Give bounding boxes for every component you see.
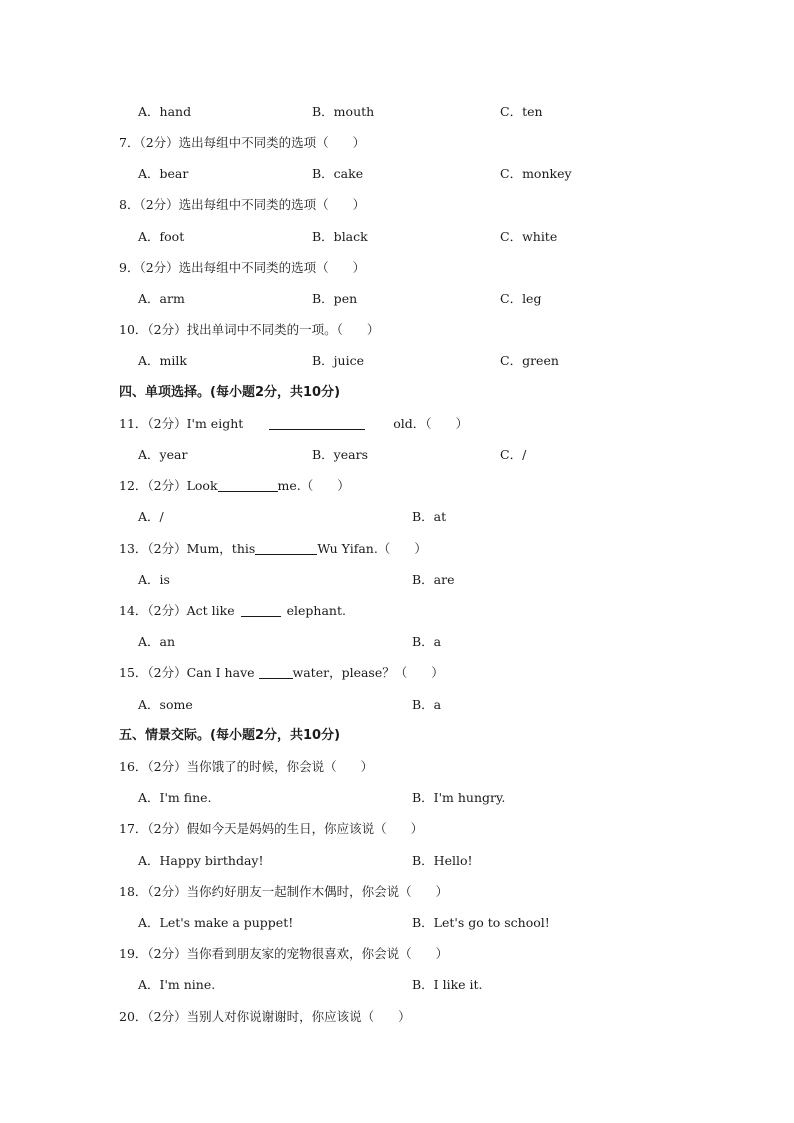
- q14-option-b[interactable]: B．a: [412, 634, 442, 649]
- q12-stem: [0, 476, 794, 496]
- q7-options: [0, 164, 794, 184]
- section-5-heading-row: [0, 726, 794, 746]
- q8-close: ）: [352, 197, 366, 212]
- q13-stem: [0, 539, 794, 559]
- q17-options: [0, 851, 794, 871]
- q9-option-a[interactable]: A．arm: [138, 291, 185, 306]
- q11-text: 11．（2分）I'm eight: [119, 416, 244, 431]
- q20-close: ）: [398, 1009, 411, 1024]
- q19-options: [0, 975, 794, 995]
- q14-option-a[interactable]: A．an: [138, 634, 176, 649]
- q10-option-b[interactable]: B．juice: [312, 353, 365, 368]
- q15-option-b[interactable]: B．a: [412, 697, 442, 712]
- q19-close: ）: [435, 946, 449, 961]
- q8-stem: [0, 195, 794, 215]
- q18-options: [0, 913, 794, 933]
- q9-options: [0, 289, 794, 309]
- q18-option-b[interactable]: B．Let's go to school!: [412, 915, 550, 930]
- q8-option-b[interactable]: B．black: [312, 229, 368, 244]
- q19-option-b[interactable]: B．I like it.: [412, 977, 483, 992]
- q13-option-b[interactable]: B．are: [412, 572, 455, 587]
- q11-option-b[interactable]: B．years: [312, 447, 368, 462]
- q15-text: 15．（2分）Can I have: [119, 665, 255, 680]
- q9-text: 9．（2分）选出每组中不同类的选项（: [119, 260, 329, 275]
- q10-stem: [0, 320, 794, 340]
- q11-option-a[interactable]: A．year: [138, 447, 188, 462]
- q7-option-c[interactable]: C．monkey: [500, 166, 572, 181]
- q13-after: Wu Yifan.（: [317, 541, 391, 556]
- q16-text: 16．（2分）当你饿了的时候，你会说（: [119, 759, 337, 774]
- q12-option-a[interactable]: A．/: [138, 509, 164, 524]
- q17-stem: [0, 819, 794, 839]
- q18-text: 18．（2分）当你约好朋友一起制作木偶时，你会说（: [119, 884, 412, 899]
- q17-close: ）: [410, 821, 424, 836]
- q16-close: ）: [360, 759, 374, 774]
- q14-options: [0, 632, 794, 652]
- q14-stem: [0, 601, 794, 621]
- q10-option-c[interactable]: C．green: [500, 353, 559, 368]
- q17-option-b[interactable]: B．Hello!: [412, 853, 473, 868]
- q16-option-a[interactable]: A．I'm fine.: [138, 790, 212, 805]
- q13-option-a[interactable]: A．is: [138, 572, 170, 587]
- q6-option-a[interactable]: A．hand: [138, 104, 192, 119]
- q9-option-c[interactable]: C．leg: [500, 291, 542, 306]
- q12-blank[interactable]: [218, 477, 278, 492]
- q8-text: 8．（2分）选出每组中不同类的选项（: [119, 197, 329, 212]
- q11-blank[interactable]: [269, 415, 365, 430]
- q6-option-b[interactable]: B．mouth: [312, 104, 375, 119]
- q13-text: 13．（2分）Mum，this: [119, 541, 256, 556]
- q12-after: me.（: [277, 478, 314, 493]
- q16-options: [0, 788, 794, 808]
- q9-close: ）: [352, 260, 366, 275]
- q11-option-c[interactable]: C．/: [500, 447, 527, 462]
- q10-text: 10．（2分）找出单词中不同类的一项。（: [119, 322, 343, 337]
- q7-stem: [0, 133, 794, 153]
- q7-close: ）: [352, 135, 366, 150]
- q9-option-b[interactable]: B．pen: [312, 291, 358, 306]
- q19-stem: [0, 944, 794, 964]
- q18-option-a[interactable]: A．Let's make a puppet!: [138, 915, 294, 930]
- q8-option-c[interactable]: C．white: [500, 229, 558, 244]
- q6-option-c[interactable]: C．ten: [500, 104, 543, 119]
- q6-options: [0, 102, 794, 122]
- section-4-heading: 四、单项选择。(每小题2分，共10分): [119, 385, 341, 400]
- q20-text: 20．（2分）当别人对你说谢谢时，你应该说（: [119, 1009, 375, 1024]
- q11-options: [0, 445, 794, 465]
- q14-text: 14．（2分）Act like: [119, 603, 235, 618]
- q7-option-a[interactable]: A．bear: [138, 166, 189, 181]
- section-4-heading-row: [0, 383, 794, 403]
- q7-option-b[interactable]: B．cake: [312, 166, 364, 181]
- q19-option-a[interactable]: A．I'm nine.: [138, 977, 216, 992]
- q15-after: water，please？（: [292, 665, 408, 680]
- q18-close: ）: [435, 884, 449, 899]
- q14-after: elephant.: [286, 603, 346, 618]
- q20-stem: [0, 1007, 794, 1027]
- q11-close: ）: [455, 416, 469, 431]
- q12-text: 12．（2分）Look: [119, 478, 218, 493]
- q10-close: ）: [366, 322, 380, 337]
- q15-option-a[interactable]: A．some: [138, 697, 193, 712]
- q13-options: [0, 570, 794, 590]
- q14-blank[interactable]: [241, 602, 281, 617]
- q15-options: [0, 695, 794, 715]
- q13-close: ）: [414, 541, 427, 556]
- q7-text: 7．（2分）选出每组中不同类的选项（: [119, 135, 329, 150]
- q10-option-a[interactable]: A．milk: [138, 353, 187, 368]
- q8-options: [0, 227, 794, 247]
- q11-after: old．（: [393, 416, 432, 431]
- q10-options: [0, 351, 794, 371]
- q12-option-b[interactable]: B．at: [412, 509, 447, 524]
- q15-close: ）: [431, 665, 444, 680]
- q15-stem: [0, 663, 794, 683]
- q16-option-b[interactable]: B．I'm hungry.: [412, 790, 506, 805]
- q12-close: ）: [337, 478, 350, 493]
- q15-blank[interactable]: [259, 664, 293, 679]
- q11-stem: [0, 414, 794, 434]
- q12-options: [0, 507, 794, 527]
- section-5-heading: 五、情景交际。(每小题2分，共10分): [119, 728, 341, 743]
- q8-option-a[interactable]: A．foot: [138, 229, 185, 244]
- q18-stem: [0, 882, 794, 902]
- q17-text: 17．（2分）假如今天是妈妈的生日，你应该说（: [119, 821, 387, 836]
- q16-stem: [0, 757, 794, 777]
- q9-stem: [0, 258, 794, 278]
- q19-text: 19．（2分）当你看到朋友家的宠物很喜欢，你会说（: [119, 946, 412, 961]
- q13-blank[interactable]: [255, 540, 317, 555]
- q17-option-a[interactable]: A．Happy birthday!: [138, 853, 264, 868]
